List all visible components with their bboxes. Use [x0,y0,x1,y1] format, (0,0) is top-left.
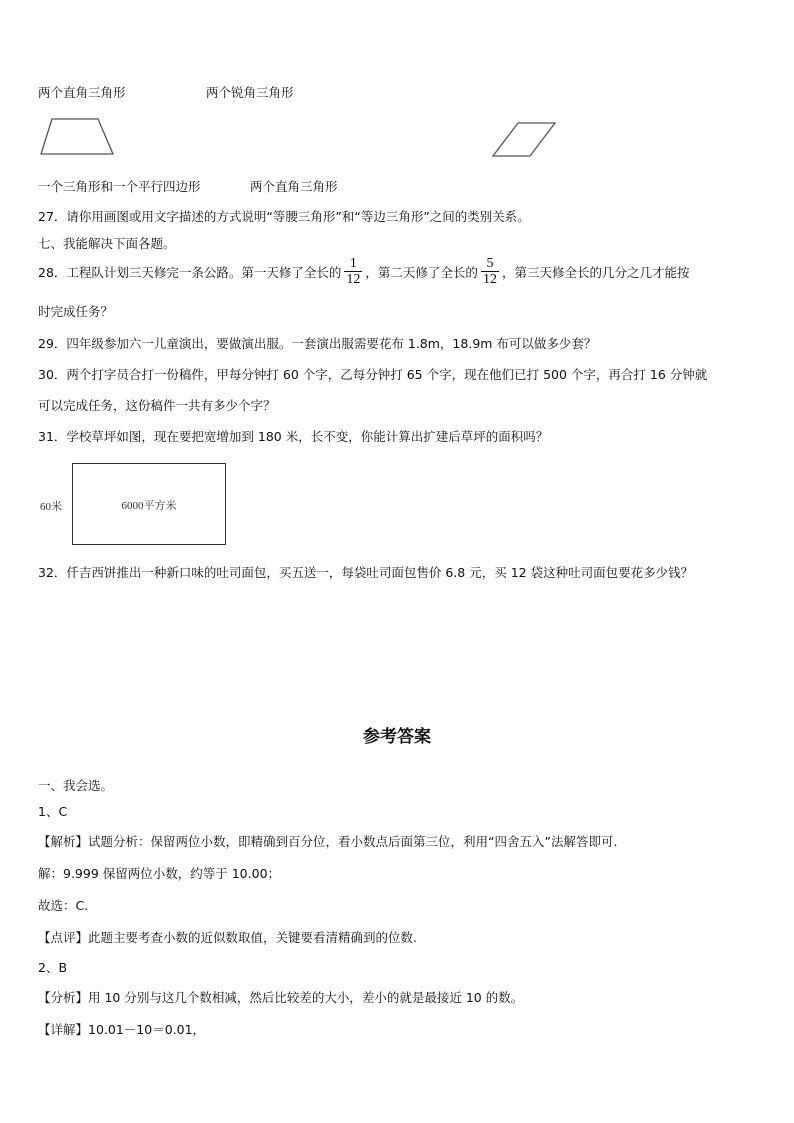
section-7-heading: 七、我能解决下面各题。 [38,236,176,251]
q28-part2: ，第二天修了全长的 [365,265,478,280]
answer-2-detail: 【详解】10.01－10＝0.01， [38,1022,206,1037]
label-two-right-triangles: 两个直角三角形 [38,85,126,100]
trapezoid-figure [38,116,118,158]
answer-1-analysis: 【解析】试题分析：保留两位小数，即精确到百分位，看小数点后面第三位，利用“四舍五入”法解答即可. [38,834,618,849]
question-29: 29．四年级参加六一儿童演出，要做演出服。一套演出服需要花布 1.8m，18.9m 布可以做多少套？ [38,336,597,351]
question-30-line2: 可以完成任务，这份稿件一共有多少个字？ [38,398,276,413]
lawn-width-label: 60米 [40,501,62,513]
question-28 [38,256,689,290]
question-27: 27．请你用画图或用文字描述的方式说明“等腰三角形”和“等边三角形”之间的类别关系。 [38,209,530,224]
question-28-line2: 时完成任务？ [38,304,114,319]
parallelogram-figure [490,120,560,160]
fraction-1-12 [344,256,362,287]
fraction-denominator: 12 [346,272,361,287]
fraction-numerator: 5 [486,256,494,271]
label-two-right-triangles-2: 两个直角三角形 [250,179,338,194]
lawn-area-label: 6000平方米 [121,500,177,512]
fraction-denominator: 12 [482,272,497,287]
answer-2-analysis: 【分析】用 10 分别与这几个数相减，然后比较差的大小，差小的就是最接近 10 的数。 [38,990,524,1005]
answer-2-label: 2、B [38,960,68,975]
question-30-line1: 30．两个打字员合打一份稿件，甲每分钟打 60 个字，乙每分钟打 65 个字，现在他们已打 500 个字，再合打 16 分钟就 [38,367,708,382]
label-triangle-and-parallelogram: 一个三角形和一个平行四边形 [38,179,201,194]
fraction-numerator: 1 [349,256,357,271]
question-31: 31．学校草坪如图，现在要把宽增加到 180 米，长不变，你能计算出扩建后草坪的面积吗？ [38,429,549,444]
answer-1-solution: 解：9.999 保留两位小数，约等于 10.00； [38,866,281,881]
answer-1-label: 1、C [38,804,68,819]
question-32: 32．仟吉西饼推出一种新口味的吐司面包，买五送一，每袋吐司面包售价 6.8 元，买 12 袋这种吐司面包要花多少钱？ [38,565,694,580]
label-two-acute-triangles: 两个锐角三角形 [206,85,294,100]
answer-key-title: 参考答案 [363,727,431,747]
lawn-rectangle [72,463,226,545]
answer-section-1: 一、我会选。 [38,778,114,793]
fraction-5-12 [481,256,499,287]
q28-part3: ，第三天修全长的几分之几才能按 [501,265,690,280]
parallelogram-shape [493,123,555,156]
answer-1-choice: 故选：C. [38,898,89,913]
trapezoid-shape [41,119,113,154]
answer-1-comment: 【点评】此题主要考查小数的近似数取值，关键要看清精确到的位数. [38,930,417,945]
q28-part1: 28．工程队计划三天修完一条公路。第一天修了全长的 [38,265,342,280]
